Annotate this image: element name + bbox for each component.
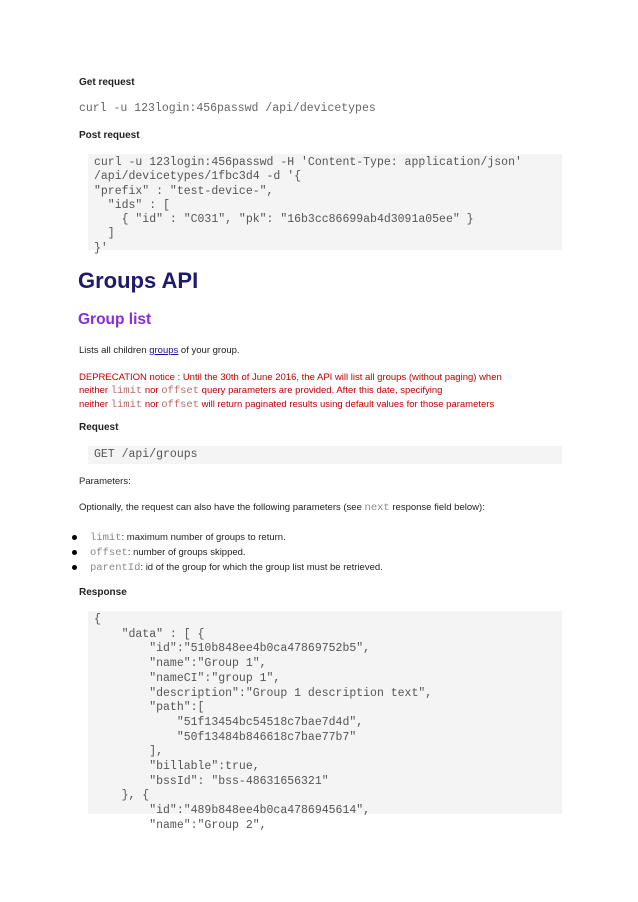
param-name: offset [90,547,128,559]
dep-text: query parameters are provided. After this date, specifying [199,385,443,396]
parameter-item-limit [70,530,383,545]
groups-link[interactable]: groups [149,345,179,356]
deprecation-line-2 [79,384,559,398]
request-label: Request [79,422,119,433]
bullet-icon [72,550,77,555]
request-code-block [88,446,562,464]
param-name: parentId [90,562,141,574]
dep-text: neither [79,399,111,410]
post-request-code-block [88,154,562,255]
dep-text: nor [142,399,162,410]
group-list-intro [79,345,240,356]
param-desc: : maximum number of groups to return. [121,532,286,543]
next-code: next [364,502,390,514]
deprecation-line-3 [79,398,559,412]
parameter-list [70,530,383,575]
parameter-item-offset [70,545,383,560]
optional-text-after: response field below): [389,502,485,513]
response-code-block [88,611,562,832]
param-desc: : id of the group for which the group list must be retrieved. [140,562,383,573]
dep-code-offset: offset [161,385,200,397]
bullet-icon [72,535,77,540]
response-label: Response [79,587,127,598]
group-list-heading: Group list [78,311,152,328]
dep-code-limit: limit [110,385,143,397]
post-request-code: curl -u 123login:456passwd -H 'Content-Type: application/json' /api/devicetypes/1fbc3d4 -d '{ "prefix" : "test-device-", "ids" : [ { "id" : "C031", "pk": "16b3cc86699ab4d3091a05ee" } ] }' [94,156,522,255]
optional-text-before: Optionally, the request can also have the following parameters (see [79,502,365,513]
get-request-command: curl -u 123login:456passwd /api/devicetypes [79,102,376,115]
dep-text: neither [79,385,111,396]
dep-code-offset: offset [161,399,200,411]
groups-api-heading: Groups API [78,268,199,293]
dep-text: nor [142,385,162,396]
request-code: GET /api/groups [94,448,198,461]
deprecation-line-1: DEPRECATION notice : Until the 30th of June 2016, the API will list all groups (without paging) when [79,372,502,383]
param-name: limit [90,532,122,544]
dep-code-limit: limit [110,399,143,411]
get-request-label: Get request [79,77,135,88]
post-request-label: Post request [79,130,140,141]
optional-params-text [79,502,485,514]
dep-text: will return paginated results using default values for those parameters [199,399,495,410]
param-desc: : number of groups skipped. [127,547,246,558]
parameter-item-parentid [70,560,383,575]
intro-text-after: of your group. [178,345,240,356]
bullet-icon [72,565,77,570]
deprecation-notice [79,371,559,412]
response-code: { "data" : [ { "id":"510b848ee4b0ca47869752b5", "name":"Group 1", "nameCI":"group 1", "description":"Group 1 description text", "path":[ "51f13454bc54518c7bae7d4d", "50f13484b846618c7bae77b7" ], "billable":true, "bssId": "bss-48631656321" }, { "id":"489b848ee4b0ca4786945614", "name":"Group 2", [94,613,433,832]
intro-text-before: Lists all children [79,345,150,356]
parameters-label: Parameters: [79,476,131,487]
